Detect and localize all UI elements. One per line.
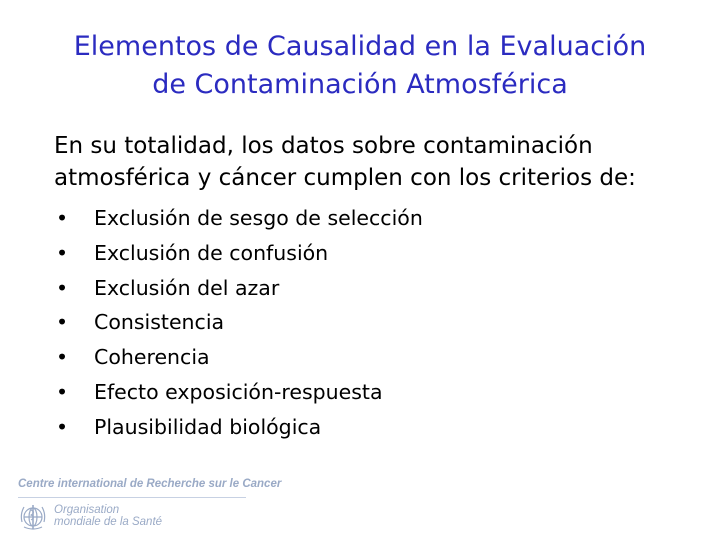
bullet: •	[56, 275, 69, 300]
logo-divider	[18, 497, 246, 498]
intro-line-1: En su totalidad, los datos sobre contaminación	[54, 133, 593, 159]
iarc-who-logo	[14, 474, 282, 534]
list-item	[50, 305, 650, 340]
who-emblem-icon	[18, 502, 48, 532]
criterion-label: Exclusión de sesgo de selección	[94, 206, 423, 230]
list-item	[50, 236, 650, 271]
criterion-label: Exclusión de confusión	[94, 240, 329, 265]
bullet: •	[56, 206, 69, 230]
list-item	[50, 375, 650, 410]
intro-line-2: atmosférica y cáncer cumplen con los criterios de:	[54, 165, 636, 191]
slide-title-line-1: Elementos de Causalidad en la Evaluación	[73, 31, 647, 62]
slide-title-line-2: de Contaminación Atmosférica	[152, 69, 568, 100]
criterion-label: Exclusión del azar	[94, 275, 280, 300]
criterion-label: Coherencia	[94, 345, 210, 370]
bullet: •	[56, 345, 69, 370]
criterion-label: Plausibilidad biológica	[94, 414, 322, 439]
who-name-line-1: Organisation	[54, 504, 120, 516]
list-item	[50, 340, 650, 375]
bullet: •	[56, 240, 69, 265]
criteria-list	[50, 201, 650, 445]
who-name	[54, 504, 162, 528]
bullet: •	[56, 310, 69, 335]
slide-title	[40, 28, 680, 104]
list-item	[50, 410, 650, 445]
list-item	[50, 271, 650, 306]
bullet: •	[56, 379, 69, 404]
iarc-name: Centre international de Recherche sur le Cancer	[18, 478, 282, 490]
criterion-label: Efecto exposición-respuesta	[94, 379, 383, 404]
list-item	[50, 201, 650, 236]
criterion-label: Consistencia	[94, 310, 225, 335]
who-name-line-2: mondiale de la Santé	[54, 516, 163, 528]
intro-text	[54, 130, 694, 194]
bullet: •	[56, 414, 69, 439]
